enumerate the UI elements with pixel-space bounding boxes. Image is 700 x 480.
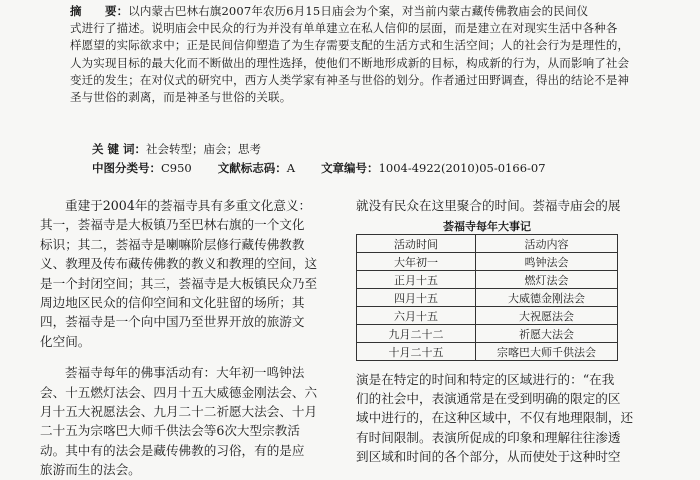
paragraph-line: 们的社会中，表演通常是在受到明确的限定的区	[356, 391, 621, 407]
header-activity-content: 活动内容	[476, 235, 618, 253]
abstract-text: 以内蒙古巴林右旗2007年农历6月15日庙会为个案，对当前内蒙古藏传佛教庙会的民间仪	[128, 4, 589, 18]
paragraph-line: 动。其中有的法会是藏传佛教的习俗，有的是应	[40, 442, 305, 458]
table-row	[357, 343, 618, 361]
paragraph-line: 有时间限制。表演所促成的印象和理解往往渗透	[356, 429, 621, 445]
table-row	[357, 325, 618, 343]
abstract-line: 样愿望的实际欲求中；正是民间信仰塑造了为生存需要支配的生活方式和生活空间；人的社会行为是理性的，	[70, 38, 630, 53]
paragraph-line: 域中进行的，在这种区域中，不仅有地理限制，还	[356, 410, 634, 426]
right-column-bottom	[356, 370, 670, 466]
cell-time: 六月十五	[357, 307, 476, 325]
cell-content: 鸣钟法会	[476, 253, 618, 271]
abstract	[70, 3, 670, 106]
paragraph-line: 就没有民众在这里聚合的时间。荟福寺庙会的展	[356, 198, 621, 213]
table-row	[357, 253, 618, 271]
cell-time: 十月二十五	[357, 343, 476, 361]
classification-line	[92, 160, 546, 176]
paragraph-line: 重建于2004年的荟福寺具有多重文化意义：	[65, 198, 312, 213]
cell-time: 正月十五	[357, 271, 476, 289]
paragraph-line: 其一，荟福寺是大板镇乃至巴林右旗的一个文化	[40, 217, 305, 233]
cell-content: 燃灯法会	[476, 271, 618, 289]
paragraph-line: 二十五为宗喀巴大师千供法会等6次大型宗教活	[40, 423, 300, 439]
abstract-line: 圣与世俗的剥离，而是神圣与世俗的关联。	[70, 90, 292, 105]
cell-content: 宗喀巴大师千供法会	[476, 343, 618, 361]
cell-time: 大年初一	[357, 253, 476, 271]
table-row	[357, 271, 618, 289]
doc-code-value: A	[286, 161, 296, 175]
doc-code-label: 文献标志码：	[217, 161, 287, 175]
paragraph-line: 旅游而生的法会。	[40, 462, 141, 478]
cell-time: 四月十五	[357, 289, 476, 307]
keywords	[92, 141, 261, 157]
cell-time: 九月二十二	[357, 325, 476, 343]
header-activity-time: 活动时间	[357, 235, 476, 253]
clc-label: 中图分类号：	[92, 161, 161, 175]
table-row	[357, 289, 618, 307]
paragraph-line: 化空间。	[40, 333, 91, 349]
paragraph-line: 标识；其二，荟福寺是喇嘛阶层修行藏传佛教教	[40, 236, 305, 252]
abstract-line: 式进行了描述。说明庙会中民众的行为并没有单单建立在私人信仰的层面，而是建立在对现实生活中各种各	[70, 21, 618, 36]
left-column	[40, 196, 340, 480]
right-column-top	[356, 196, 670, 215]
clc-value: C950	[161, 161, 192, 175]
abstract-line	[70, 3, 670, 20]
cell-content: 大威德金刚法会	[476, 289, 618, 307]
abstract-line: 人为实现目标的最大化而不断做出的理性选择，使他们不断地形成新的目标，构成新的行为，从而影响了社会	[70, 55, 630, 70]
abstract-label: 摘 要：	[70, 4, 129, 18]
cell-content: 大祝愿法会	[476, 307, 618, 325]
article-number-value: 1004-4922(2010)05-0166-07	[378, 161, 546, 175]
keywords-value: 社会转型；庙会；思考	[146, 142, 262, 156]
table-title: 荟福寺每年大事记	[443, 220, 531, 233]
table-header-row	[357, 235, 618, 253]
paragraph-line: 是一个封闭空间；其三，荟福寺是大板镇民众乃至	[40, 275, 318, 291]
paragraph-line: 四，荟福寺是一个向中国乃至世界开放的旅游文	[40, 314, 305, 330]
cell-content: 祈愿大法会	[476, 325, 618, 343]
paragraph-line: 荟福寺每年的佛事活动有：大年初一鸣钟法	[65, 365, 305, 381]
paragraph-line: 演是在特定的时间和特定的区域进行的：“在我	[356, 372, 615, 387]
paragraph-line: 周边地区民众的信仰空间和文化驻留的场所；其	[40, 295, 305, 311]
paragraph-line: 月十五大祝愿法会、九月二十二祈愿大法会、十月	[40, 404, 318, 420]
events-table	[356, 234, 618, 361]
paragraph-line: 义、教理及传布藏传佛教的教义和教理的空间，这	[40, 256, 318, 272]
article-number-label: 文章编号：	[321, 161, 379, 175]
table-row	[357, 307, 618, 325]
abstract-line: 变迁的发生；在对仪式的研究中，西方人类学家有神圣与世俗的划分。作者通过田野调查，得出的结论不是神	[70, 72, 630, 87]
paragraph-line: 到区域和时间的各个部分，从而使处于这种时空	[356, 448, 621, 464]
paragraph-line: 会、十五燃灯法会、四月十五大威德金刚法会、六	[40, 384, 318, 400]
keywords-label: 关 键 词：	[92, 142, 147, 156]
